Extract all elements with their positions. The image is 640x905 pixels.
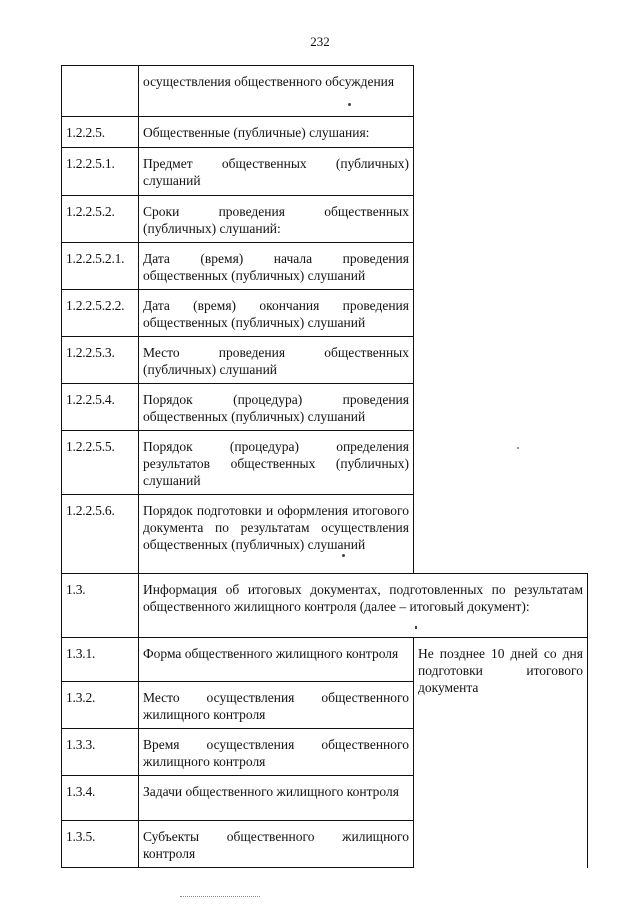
scan-speck — [517, 447, 519, 449]
row-text: Дата (время) окончания проведения общественных (публичных) слушаний — [139, 290, 414, 337]
row-text: Форма общественного жилищного контроля — [139, 638, 414, 682]
row-number: 1.3.4. — [62, 776, 139, 821]
row-text: Порядок (процедура) проведения общественных (публичных) слушаний — [139, 384, 414, 431]
table-row — [62, 638, 588, 682]
row-text: Предмет общественных (публичных) слушаний — [139, 148, 414, 196]
row-number: 1.2.2.5.1. — [62, 148, 139, 196]
row-number: 1.3.5. — [62, 821, 139, 868]
row-number: 1.2.2.5.4. — [62, 384, 139, 431]
scan-speck — [348, 103, 351, 106]
row-number: 1.3.3. — [62, 729, 139, 776]
row-text: осуществления общественного обсуждения — [139, 66, 414, 117]
row-number: 1.3.2. — [62, 682, 139, 729]
row-number: 1.2.2.5.5. — [62, 431, 139, 495]
section-text: Информация об итоговых документах, подготовленных по результатам общественного жилищного контроля (далее – итоговый документ): — [139, 574, 588, 638]
section-number: 1.3. — [62, 574, 139, 638]
row-text: Задачи общественного жилищного контроля — [139, 776, 414, 821]
deadline-cell: Не позднее 10 дней со дня подготовки итогового документа — [414, 638, 588, 868]
table-row — [62, 66, 588, 117]
row-number: 1.2.2.5.6. — [62, 495, 139, 574]
row-text: Порядок (процедура) определения результатов общественных (публичных) слушаний — [139, 431, 414, 495]
row-text: Место проведения общественных (публичных) слушаний — [139, 337, 414, 384]
row-text: Сроки проведения общественных (публичных) слушаний: — [139, 196, 414, 243]
scan-speck — [342, 554, 345, 557]
row-text: Дата (время) начала проведения общественных (публичных) слушаний — [139, 243, 414, 290]
empty-cell — [414, 66, 588, 574]
row-text: Порядок подготовки и оформления итогового документа по результатам осуществления общественных (публичных) слушаний — [139, 495, 414, 574]
page-number: 232 — [310, 34, 330, 49]
row-number: 1.2.2.5. — [62, 117, 139, 148]
section-row — [62, 574, 588, 638]
row-text: Общественные (публичные) слушания: — [139, 117, 414, 148]
document-table — [61, 65, 588, 868]
row-number: 1.2.2.5.3. — [62, 337, 139, 384]
row-text: Место осуществления общественного жилищного контроля — [139, 682, 414, 729]
row-number: 1.2.2.5.2. — [62, 196, 139, 243]
row-number: 1.2.2.5.2.2. — [62, 290, 139, 337]
scan-speck — [415, 626, 417, 629]
row-number — [62, 66, 139, 117]
row-number: 1.2.2.5.2.1. — [62, 243, 139, 290]
row-number: 1.3.1. — [62, 638, 139, 682]
footer-scan-line — [180, 896, 260, 898]
row-text: Субъекты общественного жилищного контроля — [139, 821, 414, 868]
row-text: Время осуществления общественного жилищного контроля — [139, 729, 414, 776]
